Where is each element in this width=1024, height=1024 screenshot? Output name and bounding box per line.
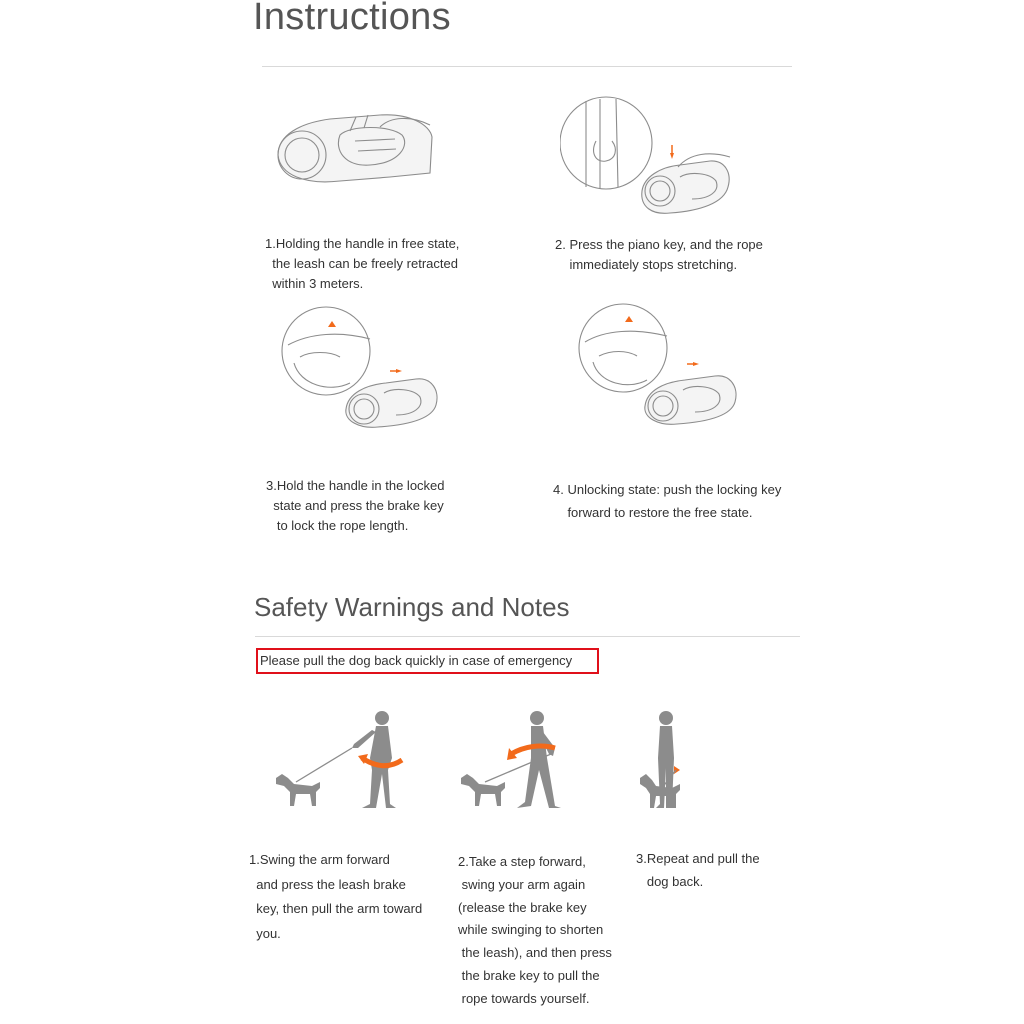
safety-step-3: 3.Repeat and pull the dog back. xyxy=(636,851,760,889)
illustration-piano-key xyxy=(560,95,740,220)
instruction-step-4: 4. Unlocking state: push the locking key forward to restore the free state. xyxy=(553,482,782,521)
instruction-step-1: 1.Holding the handle in free state, the leash can be freely retracted within 3 meters. xyxy=(265,236,460,292)
safety-step-2: 2.Take a step forward, swing your arm again (release the brake key while swinging to shorten the leash), and then press the brake key to pull the rope towards yourself. xyxy=(458,854,612,1006)
figure-repeat xyxy=(632,708,702,813)
figure-step-forward xyxy=(455,708,575,813)
illustration-brake-key xyxy=(280,305,460,435)
safety-title: Safety Warnings and Notes xyxy=(254,592,570,622)
safety-step-1: 1.Swing the arm forward and press the leash brake key, then pull the arm toward you. xyxy=(249,852,423,942)
divider xyxy=(262,66,792,67)
instructions-title: Instructions xyxy=(253,0,451,38)
illustration-unlocking xyxy=(575,300,755,430)
instruction-step-2: 2. Press the piano key, and the rope immediately stops stretching. xyxy=(555,237,763,273)
figure-swing-arm xyxy=(262,708,412,813)
instruction-step-3: 3.Hold the handle in the locked state and press the brake key to lock the rope length. xyxy=(266,478,445,534)
emergency-warning: Please pull the dog back quickly in case of emergency xyxy=(256,648,599,674)
illustration-free-state xyxy=(270,95,440,190)
divider xyxy=(255,636,800,637)
